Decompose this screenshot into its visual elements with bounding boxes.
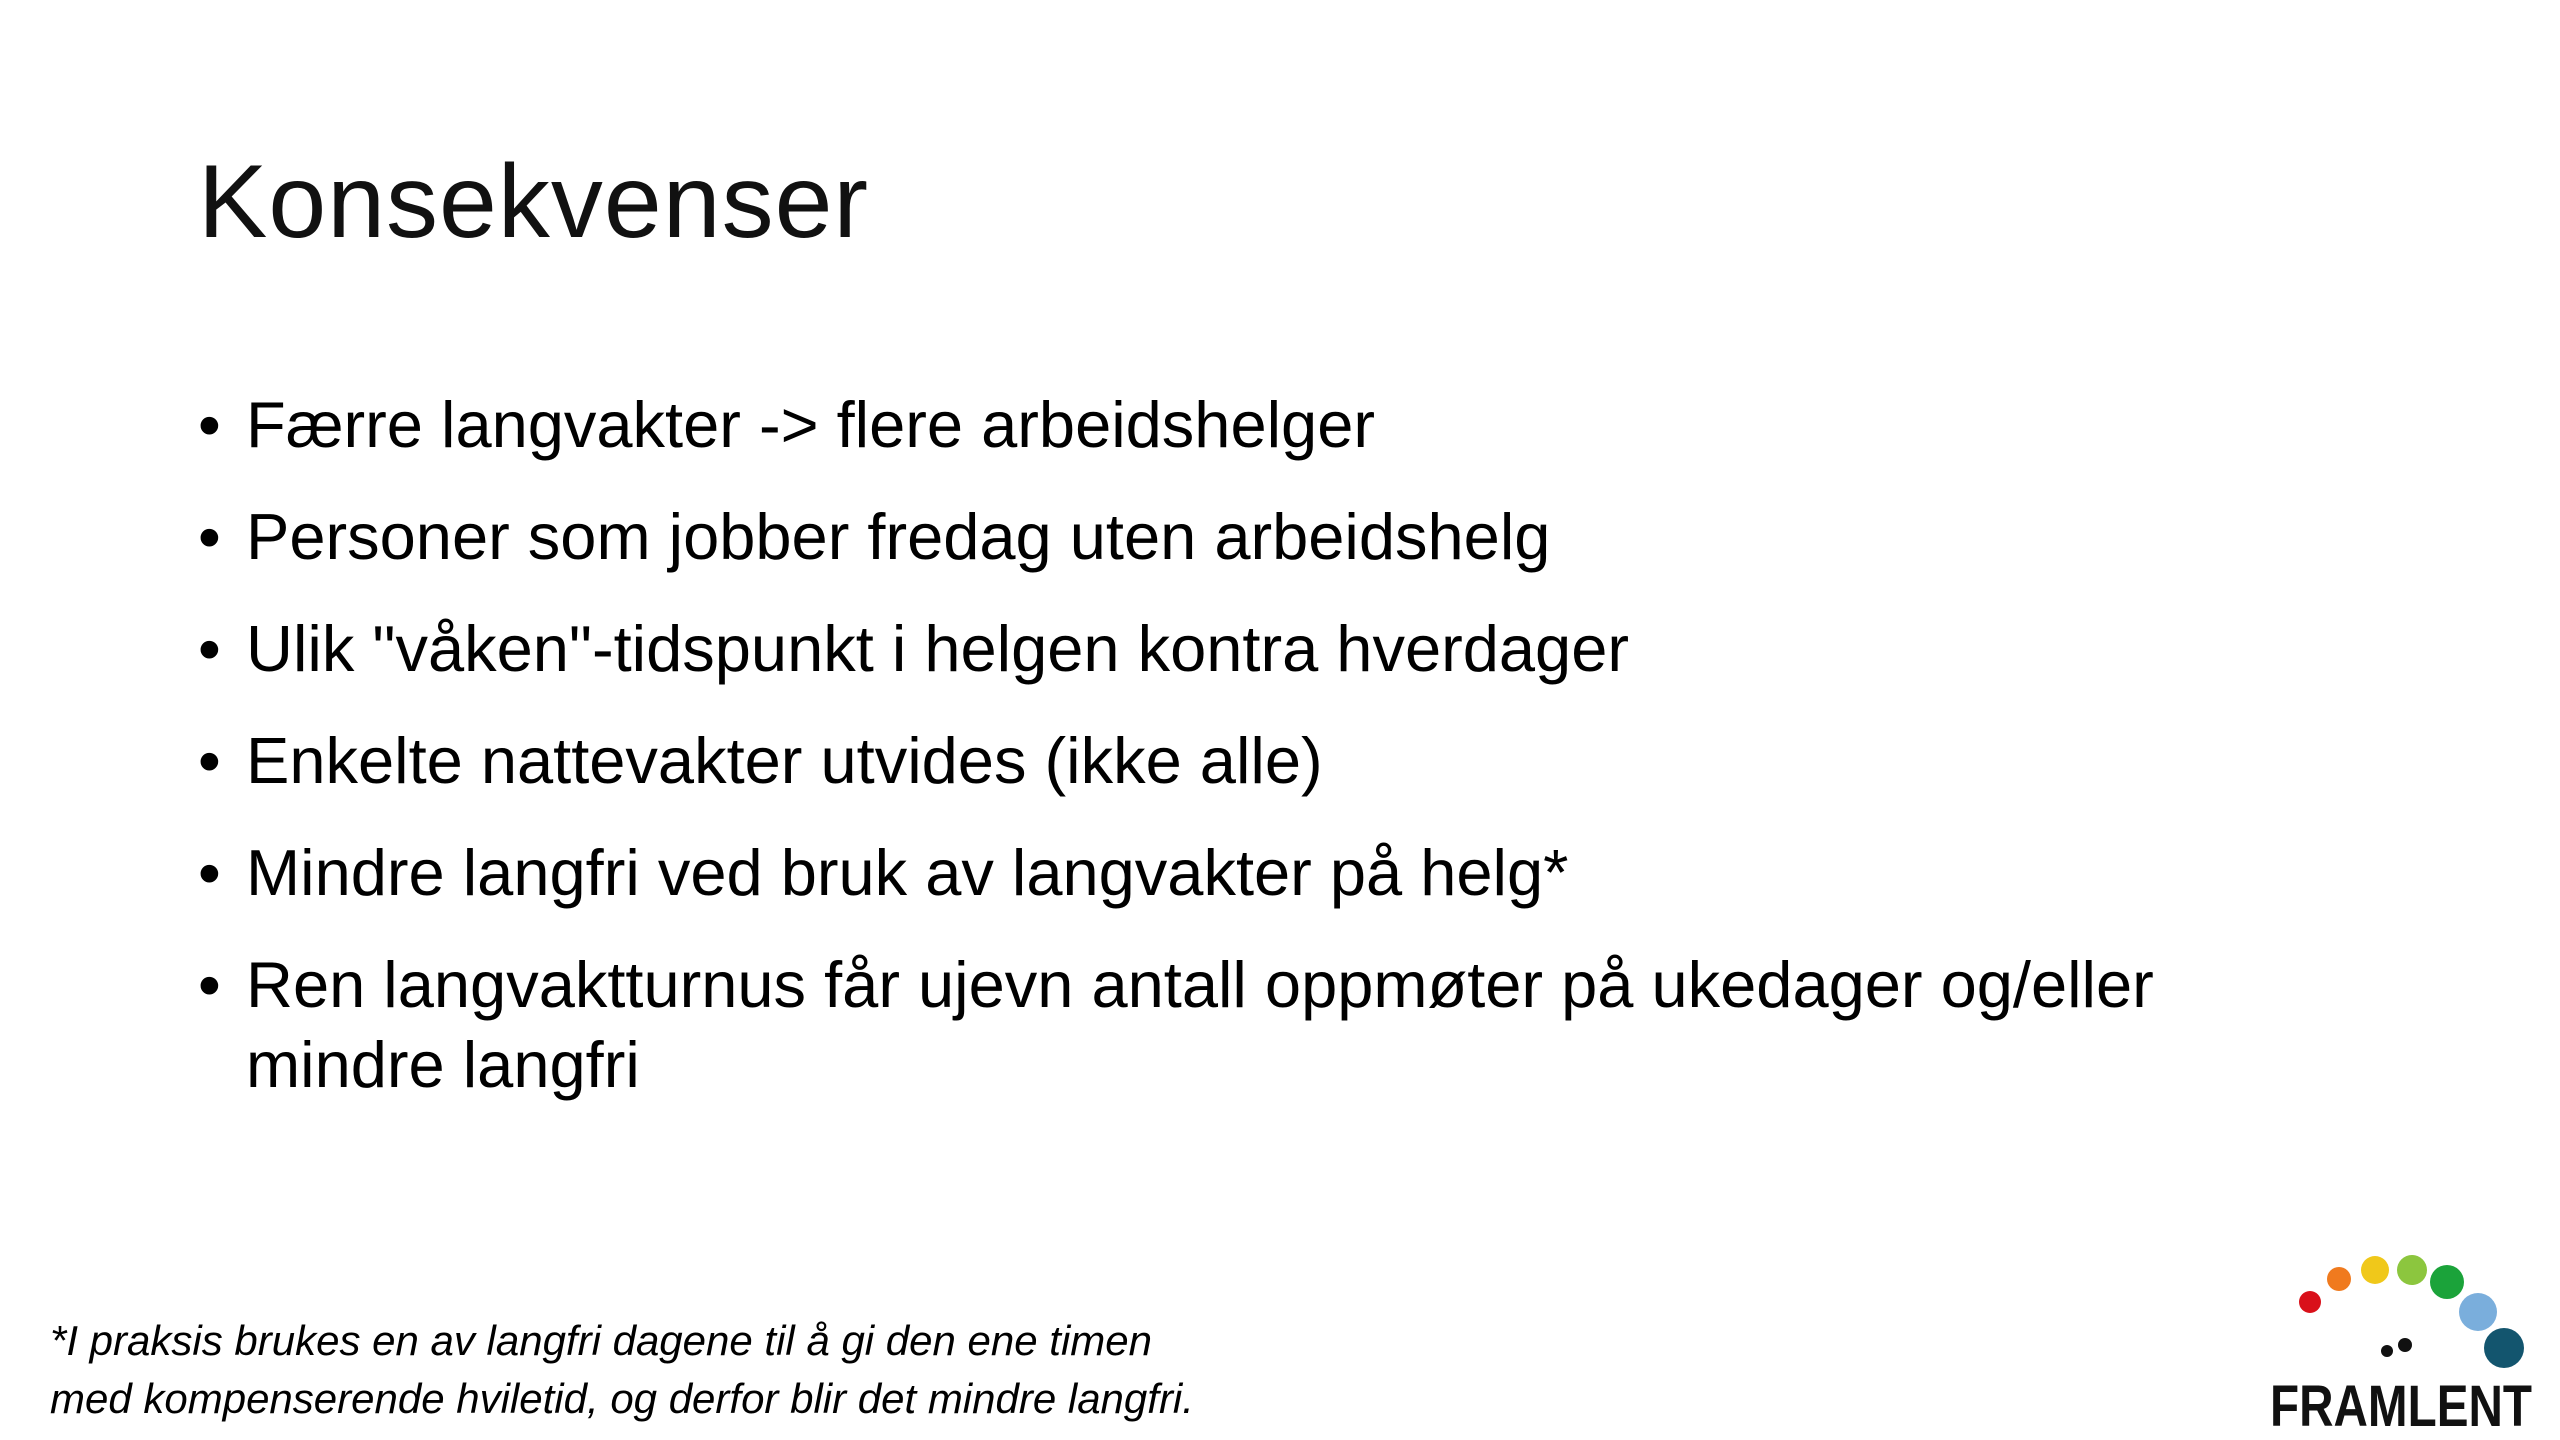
bullet-text: Færre langvakter -> flere arbeidshelger [246, 388, 1375, 461]
bullet-icon: • [198, 724, 221, 797]
bullet-list [198, 385, 2348, 1137]
bullet-text: Enkelte nattevakter utvides (ikke alle) [246, 724, 1323, 797]
logo-dot-yellow [2361, 1256, 2389, 1284]
logo-dot-lightgreen [2397, 1255, 2427, 1285]
bullet-icon: • [198, 948, 221, 1021]
logo-dot-lightblue [2459, 1293, 2497, 1331]
slide-title: Konsekvenser [198, 144, 870, 260]
list-item [198, 721, 2348, 801]
bullet-text: Ulik "våken"-tidspunkt i helgen kontra hverdager [246, 612, 1629, 685]
list-item [198, 833, 2348, 913]
list-item [198, 609, 2348, 689]
logo-dot-darkteal [2484, 1328, 2524, 1368]
bullet-icon: • [198, 388, 221, 461]
framlent-logo [2262, 1246, 2540, 1439]
bullet-icon: • [198, 500, 221, 573]
bullet-text: Ren langvaktturnus får ujevn antall oppmøter på ukedager og/eller mindre langfri [246, 948, 2154, 1101]
list-item [198, 385, 2348, 465]
footnote-line: med kompenserende hviletid, og derfor blir det mindre langfri. [50, 1375, 1194, 1422]
bullet-text: Mindre langfri ved bruk av langvakter på helg* [246, 836, 1569, 909]
logo-dot-red [2299, 1291, 2321, 1313]
logo-person-dot [2381, 1345, 2393, 1357]
bullet-icon: • [198, 836, 221, 909]
logo-dot-green [2430, 1265, 2464, 1299]
list-item [198, 497, 2348, 577]
framlent-logo-icon [2262, 1246, 2540, 1439]
logo-person-dot [2398, 1338, 2412, 1352]
list-item [198, 945, 2348, 1105]
footnote-line: *I praksis brukes en av langfri dagene til å gi den ene timen [50, 1317, 1152, 1364]
logo-wordmark: FRAMLENT [2270, 1374, 2532, 1439]
footnote [50, 1312, 1350, 1428]
logo-dot-orange [2327, 1267, 2351, 1291]
bullet-icon: • [198, 612, 221, 685]
bullet-text: Personer som jobber fredag uten arbeidshelg [246, 500, 1551, 573]
